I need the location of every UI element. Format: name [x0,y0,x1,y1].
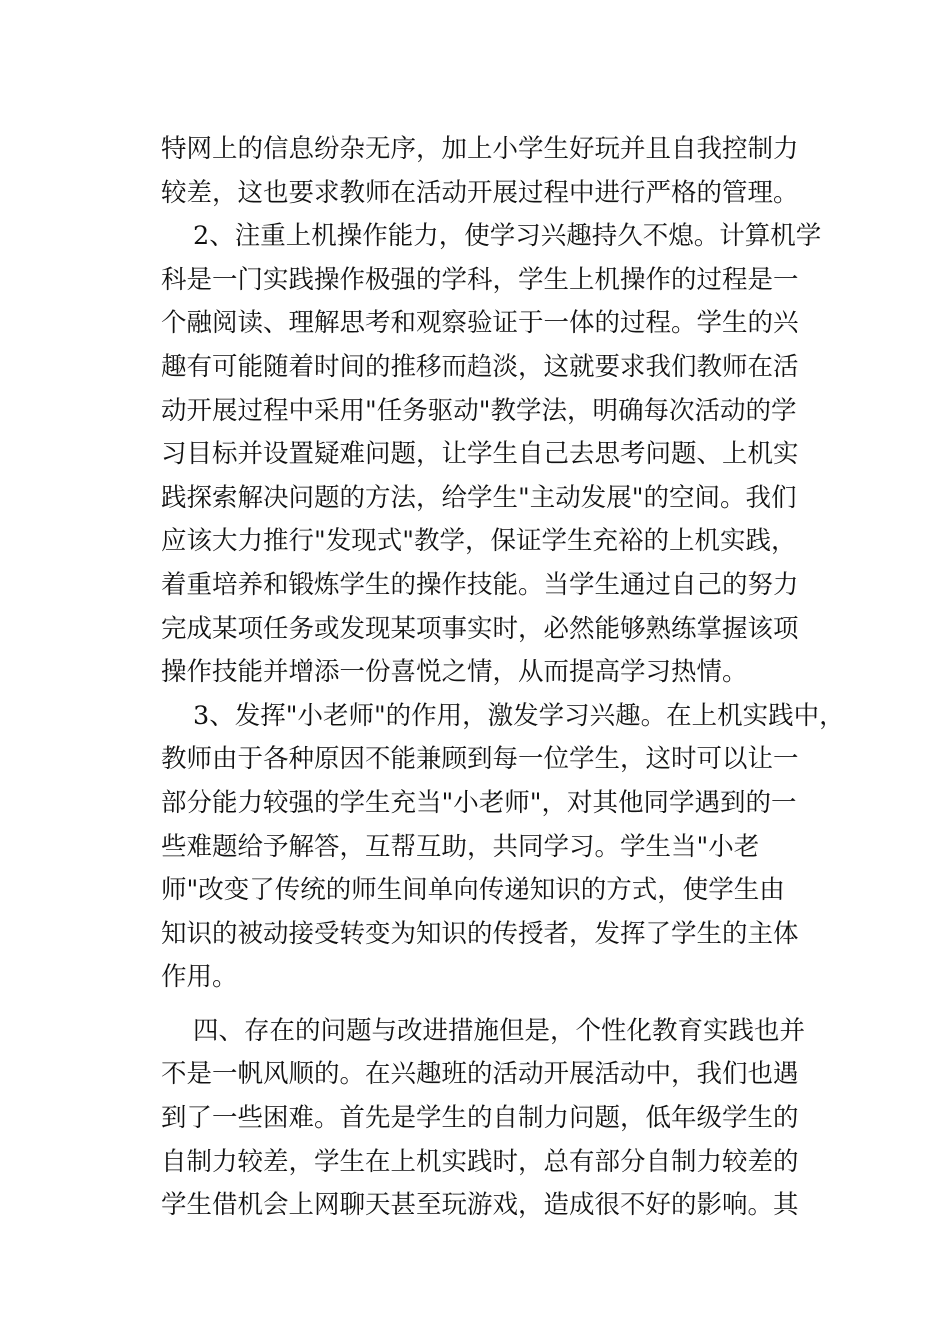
text-line: 3、发挥"小老师"的作用，激发学习兴趣。在上机实践中， [193,700,845,731]
text-line: 作用。 [161,962,238,993]
text-line: 习目标并设置疑难问题，让学生自己去思考问题、上机实 [161,439,799,470]
text-line: 部分能力较强的学生充当"小老师"，对其他同学遇到的一 [161,787,797,818]
text-line: 到了一些困难。首先是学生的自制力问题，低年级学生的 [161,1103,799,1134]
text-line: 个融阅读、理解思考和观察验证于一体的过程。学生的兴 [161,308,799,339]
paragraph-continuation [161,128,801,215]
text-line: 着重培养和锻炼学生的操作技能。当学生通过自己的努力 [161,569,799,600]
text-line: 2、注重上机操作能力，使学习兴趣持久不熄。计算机学 [193,221,822,252]
text-line: 学生借机会上网聊天甚至玩游戏，造成很不好的影响。其 [161,1190,799,1221]
text-line: 些难题给予解答，互帮互助，共同学习。学生当"小老 [161,831,760,862]
body-text [161,128,845,1228]
text-line: 特网上的信息纷杂无序，加上小学生好玩并且自我控制力 [161,134,799,164]
text-line: 知识的被动接受转变为知识的传授者，发挥了学生的主体 [161,918,799,949]
text-line: 科是一门实践操作极强的学科，学生上机操作的过程是一 [161,264,799,295]
text-line: 趣有可能随着时间的推移而趋淡，这就要求我们教师在活 [161,351,799,382]
paragraph-point-2 [161,215,822,695]
text-line: 践探索解决问题的方法，给学生"主动发展"的空间。我们 [161,482,797,513]
paragraph-point-3 [161,695,845,1000]
text-line: 动开展过程中采用"任务驱动"教学法，明确每次活动的学 [161,395,797,426]
text-line: 不是一帆风顺的。在兴趣班的活动开展活动中，我们也遇 [161,1059,799,1090]
text-line: 操作技能并增添一份喜悦之情，从而提高学习热情。 [161,657,748,688]
text-line: 自制力较差，学生在上机实践时，总有部分自制力较差的 [161,1146,799,1177]
text-line: 完成某项任务或发现某项事实时，必然能够熟练掌握该项 [161,613,799,644]
paragraph-section-4 [161,1010,806,1228]
text-line: 教师由于各种原因不能兼顾到每一位学生，这时可以让一 [161,744,799,775]
text-line: 师"改变了传统的师生间单向传递知识的方式，使学生由 [161,875,785,906]
text-line: 四、存在的问题与改进措施但是，个性化教育实践也并 [193,1015,806,1046]
text-line: 较差，这也要求教师在活动开展过程中进行严格的管理。 [161,177,799,208]
text-line: 应该大力推行"发现式"教学，保证学生充裕的上机实践， [161,526,797,557]
